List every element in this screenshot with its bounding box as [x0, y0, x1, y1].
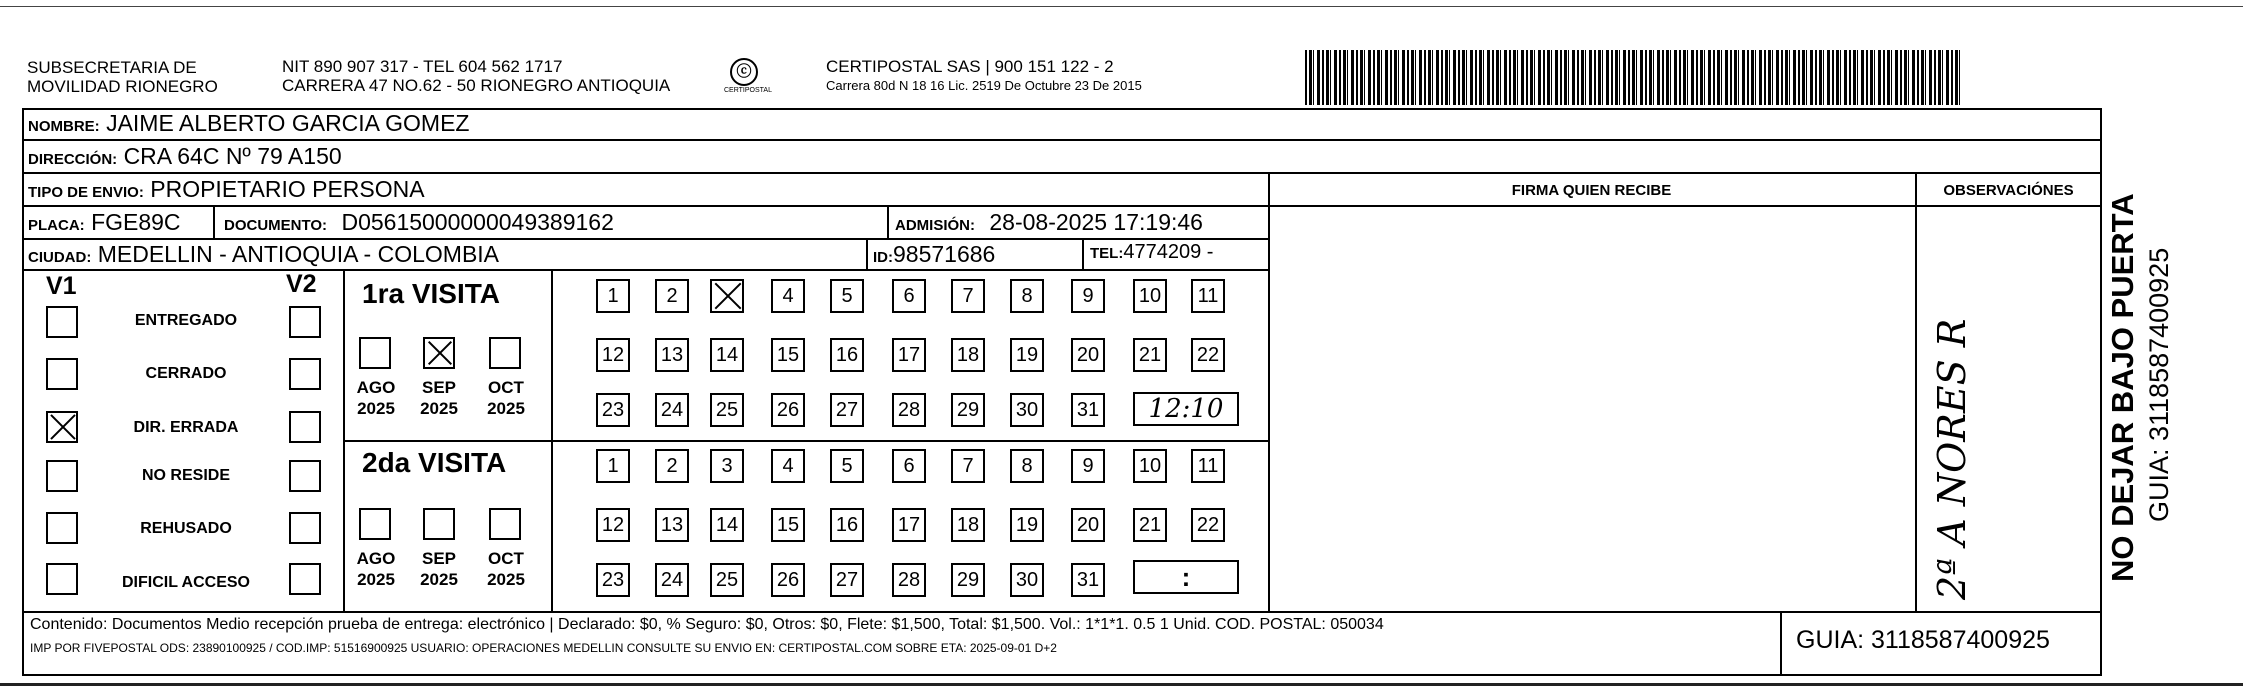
side-warning: NO DEJAR BAJO PUERTA	[2105, 193, 2140, 582]
admision-value: 28-08-2025 17:19:46	[989, 209, 1203, 235]
v1-dificil-acceso-checkbox[interactable]	[46, 563, 78, 595]
nombre-value: JAIME ALBERTO GARCIA GOMEZ	[106, 110, 470, 136]
direccion-label: DIRECCIÓN:	[28, 151, 118, 168]
top-rule	[0, 6, 2243, 7]
grid1-day-5[interactable]: 5	[830, 279, 864, 313]
ciudad-value: MEDELLIN - ANTIOQUIA - COLOMBIA	[97, 241, 500, 267]
grid1-day-3[interactable]	[710, 279, 744, 313]
grid2-day-11[interactable]: 11	[1191, 449, 1225, 483]
grid1-day-14[interactable]: 14	[710, 338, 744, 372]
grid2-day-2[interactable]: 2	[655, 449, 689, 483]
v2-dir-errada-checkbox[interactable]	[289, 411, 321, 443]
grid1-day-9[interactable]: 9	[1071, 279, 1105, 313]
direccion-value: CRA 64C Nº 79 A150	[123, 143, 342, 169]
visit2-title: 2da VISITA	[362, 447, 507, 478]
grid1-day-15[interactable]: 15	[771, 338, 805, 372]
tel-row	[1090, 241, 1213, 264]
grid2-day-3[interactable]: 3	[710, 449, 744, 483]
v2-no-reside-checkbox[interactable]	[289, 460, 321, 492]
col-divider	[1082, 238, 1084, 269]
v1-header: V1	[46, 272, 77, 300]
option-dificil-acceso: DIFICIL ACCESO	[121, 574, 250, 591]
row-divider	[22, 269, 1270, 271]
tipo-value: PROPIETARIO PERSONA	[150, 176, 425, 202]
visit1-month-sep: SEP 2025	[420, 378, 458, 418]
visit1-month-ago: AGO 2025	[356, 378, 396, 418]
col-divider	[1780, 611, 1782, 676]
admision-label: ADMISIÓN:	[895, 217, 975, 234]
grid2-day-4[interactable]: 4	[771, 449, 805, 483]
grid1-day-7[interactable]: 7	[951, 279, 985, 313]
grid2-day-24[interactable]: 24	[655, 563, 689, 597]
obs-header	[1915, 182, 2102, 200]
grid1-day-13[interactable]: 13	[655, 338, 689, 372]
barcode	[1305, 50, 1962, 105]
placa-label: PLACA:	[28, 217, 85, 234]
visit2-month-sep-checkbox[interactable]	[423, 508, 455, 540]
footer-imp: IMP POR FIVEPOSTAL ODS: 23890100925 / COD.IMP: 51516900925 USUARIO: OPERACIONES MEDELLIN CONSULTE SU ENVIO EN: CERTIPOSTAL.COM SOBRE ETA: 2025-09-01 D+2	[30, 641, 1057, 655]
admision-row	[895, 209, 1203, 236]
placa-row	[28, 209, 181, 236]
grid2-day-5[interactable]: 5	[830, 449, 864, 483]
grid1-day-27[interactable]: 27	[830, 393, 864, 427]
grid1-day-31[interactable]: 31	[1071, 393, 1105, 427]
col-divider	[1915, 172, 1917, 612]
nombre-row	[28, 110, 469, 137]
visit2-month-oct: OCT 2025	[487, 549, 525, 589]
option-cerrado: CERRADO	[145, 365, 227, 382]
visit1-month-ago-checkbox[interactable]	[359, 337, 391, 369]
visit1-month-oct: OCT 2025	[487, 378, 525, 418]
grid2-day-13[interactable]: 13	[655, 508, 689, 542]
tel-value: 4774209 -	[1123, 241, 1214, 263]
footer-contents: Contenido: Documentos Medio recepción prueba de entrega: electrónico | Declarado: $0, % Seguro: $0, Otros: $0, Flete: $1,500, Total: $1,500. Vol.: 1*1*1. 0.5 1 Unid. COD. POSTAL: 050034	[30, 616, 1384, 633]
license-line: Carrera 80d N 18 16 Lic. 2519 De Octubre 23 De 2015	[826, 78, 1142, 93]
grid1-day-4[interactable]: 4	[771, 279, 805, 313]
org-line1: SUBSECRETARIA DE	[27, 58, 197, 77]
grid1-day-12[interactable]: 12	[596, 338, 630, 372]
option-no-reside: NO RESIDE	[141, 467, 230, 484]
grid2-day-27[interactable]: 27	[830, 563, 864, 597]
row-divider	[22, 139, 2102, 141]
grid1-day-18[interactable]: 18	[951, 338, 985, 372]
tipo-label: TIPO DE ENVIO:	[28, 184, 144, 201]
grid2-day-10[interactable]: 10	[1133, 449, 1167, 483]
grid1-day-25[interactable]: 25	[710, 393, 744, 427]
certipostal-logo-icon: ⓒ	[730, 58, 758, 86]
option-rehusado: REHUSADO	[140, 520, 232, 537]
grid2-day-18[interactable]: 18	[951, 508, 985, 542]
grid1-day-17[interactable]: 17	[892, 338, 926, 372]
firma-label: FIRMA QUIEN RECIBE	[1511, 182, 1672, 199]
grid1-day-30[interactable]: 30	[1010, 393, 1044, 427]
grid1-day-29[interactable]: 29	[951, 393, 985, 427]
col-divider	[866, 238, 868, 269]
grid1-day-6[interactable]: 6	[892, 279, 926, 313]
grid2-day-25[interactable]: 25	[710, 563, 744, 597]
v1-cerrado-checkbox[interactable]	[46, 358, 78, 390]
grid2-day-8[interactable]: 8	[1010, 449, 1044, 483]
direccion-row	[28, 143, 342, 170]
grid1-day-22[interactable]: 22	[1191, 338, 1225, 372]
v1-dir-errada-checkbox[interactable]	[46, 411, 78, 443]
nit-line: NIT 890 907 317 - TEL 604 562 1717	[282, 57, 563, 76]
grid2-day-26[interactable]: 26	[771, 563, 805, 597]
v2-cerrado-checkbox[interactable]	[289, 358, 321, 390]
grid1-day-10[interactable]: 10	[1133, 279, 1167, 313]
grid2-day-9[interactable]: 9	[1071, 449, 1105, 483]
grid1-day-1[interactable]: 1	[596, 279, 630, 313]
grid2-day-19[interactable]: 19	[1010, 508, 1044, 542]
visit2-month-ago: AGO 2025	[356, 549, 396, 589]
company-line: CERTIPOSTAL SAS | 900 151 122 - 2	[826, 57, 1114, 76]
grid2-day-14[interactable]: 14	[710, 508, 744, 542]
grid2-day-30[interactable]: 30	[1010, 563, 1044, 597]
grid2-day-20[interactable]: 20	[1071, 508, 1105, 542]
grid2-day-6[interactable]: 6	[892, 449, 926, 483]
visit2-time-box[interactable]: :	[1133, 560, 1239, 594]
grid2-day-29[interactable]: 29	[951, 563, 985, 597]
v1-rehusado-checkbox[interactable]	[46, 512, 78, 544]
visit1-title: 1ra VISITA	[362, 278, 500, 309]
grid1-day-26[interactable]: 26	[771, 393, 805, 427]
visit1-time-box[interactable]: 12:10	[1133, 392, 1239, 426]
ciudad-label: CIUDAD:	[28, 249, 92, 266]
grid2-day-28[interactable]: 28	[892, 563, 926, 597]
grid1-day-2[interactable]: 2	[655, 279, 689, 313]
option-dir-errada: DIR. ERRADA	[133, 419, 239, 436]
option-entregado: ENTREGADO	[134, 312, 238, 329]
id-label: ID:	[873, 249, 893, 266]
grid2-day-31[interactable]: 31	[1071, 563, 1105, 597]
col-divider	[213, 205, 215, 238]
org-name	[27, 58, 218, 96]
grid1-day-11[interactable]: 11	[1191, 279, 1225, 313]
v2-dificil-acceso-checkbox[interactable]	[289, 563, 321, 595]
firma-header	[1268, 182, 1915, 200]
obs-label: OBSERVACIÓNES	[1943, 182, 2074, 199]
v2-rehusado-checkbox[interactable]	[289, 512, 321, 544]
ciudad-row	[28, 241, 499, 268]
observation-handwriting: 2ª A NORES R	[1930, 318, 1974, 600]
grid2-day-21[interactable]: 21	[1133, 508, 1167, 542]
logo-text: CERTIPOSTAL	[724, 87, 772, 94]
visit2-month-ago-checkbox[interactable]	[359, 508, 391, 540]
org-contact	[282, 57, 670, 95]
documento-value: D05615000000049389162	[341, 209, 614, 235]
visit2-month-sep: SEP 2025	[420, 549, 458, 589]
grid2-day-12[interactable]: 12	[596, 508, 630, 542]
nombre-label: NOMBRE:	[28, 118, 100, 135]
signature-area[interactable]	[1270, 207, 1915, 611]
v2-entregado-checkbox[interactable]	[289, 306, 321, 338]
id-row	[873, 241, 995, 268]
visit1-month-sep-checkbox[interactable]	[423, 337, 455, 369]
grid2-day-22[interactable]: 22	[1191, 508, 1225, 542]
grid2-day-7[interactable]: 7	[951, 449, 985, 483]
grid1-day-28[interactable]: 28	[892, 393, 926, 427]
grid1-day-21[interactable]: 21	[1133, 338, 1167, 372]
grid2-day-15[interactable]: 15	[771, 508, 805, 542]
visit2-month-oct-checkbox[interactable]	[489, 508, 521, 540]
grid2-day-1[interactable]: 1	[596, 449, 630, 483]
grid1-day-16[interactable]: 16	[830, 338, 864, 372]
grid2-day-23[interactable]: 23	[596, 563, 630, 597]
v2-header: V2	[286, 270, 317, 298]
visit1-month-oct-checkbox[interactable]	[489, 337, 521, 369]
v1-no-reside-checkbox[interactable]	[46, 460, 78, 492]
v1-entregado-checkbox[interactable]	[46, 306, 78, 338]
footer-divider	[22, 611, 2102, 613]
visit-divider	[343, 440, 1270, 442]
col-divider	[887, 205, 889, 238]
row-divider	[22, 172, 2102, 174]
tipo-row	[28, 176, 425, 203]
grid1-day-8[interactable]: 8	[1010, 279, 1044, 313]
placa-value: FGE89C	[91, 209, 181, 235]
grid2-day-17[interactable]: 17	[892, 508, 926, 542]
tel-label: TEL:	[1090, 245, 1124, 262]
grid1-day-20[interactable]: 20	[1071, 338, 1105, 372]
grid1-day-19[interactable]: 19	[1010, 338, 1044, 372]
org-line2: MOVILIDAD RIONEGRO	[27, 77, 218, 96]
documento-row	[224, 209, 614, 236]
grid2-day-16[interactable]: 16	[830, 508, 864, 542]
id-value: 98571686	[893, 241, 996, 267]
company-info	[826, 57, 1142, 94]
footer-guia: GUIA: 3118587400925	[1796, 626, 2050, 654]
address-line: CARRERA 47 NO.62 - 50 RIONEGRO ANTIOQUIA	[282, 76, 671, 95]
side-guia: GUIA: 3118587400925	[2144, 247, 2174, 522]
grid1-day-24[interactable]: 24	[655, 393, 689, 427]
grid1-day-23[interactable]: 23	[596, 393, 630, 427]
documento-label: DOCUMENTO:	[224, 217, 328, 234]
